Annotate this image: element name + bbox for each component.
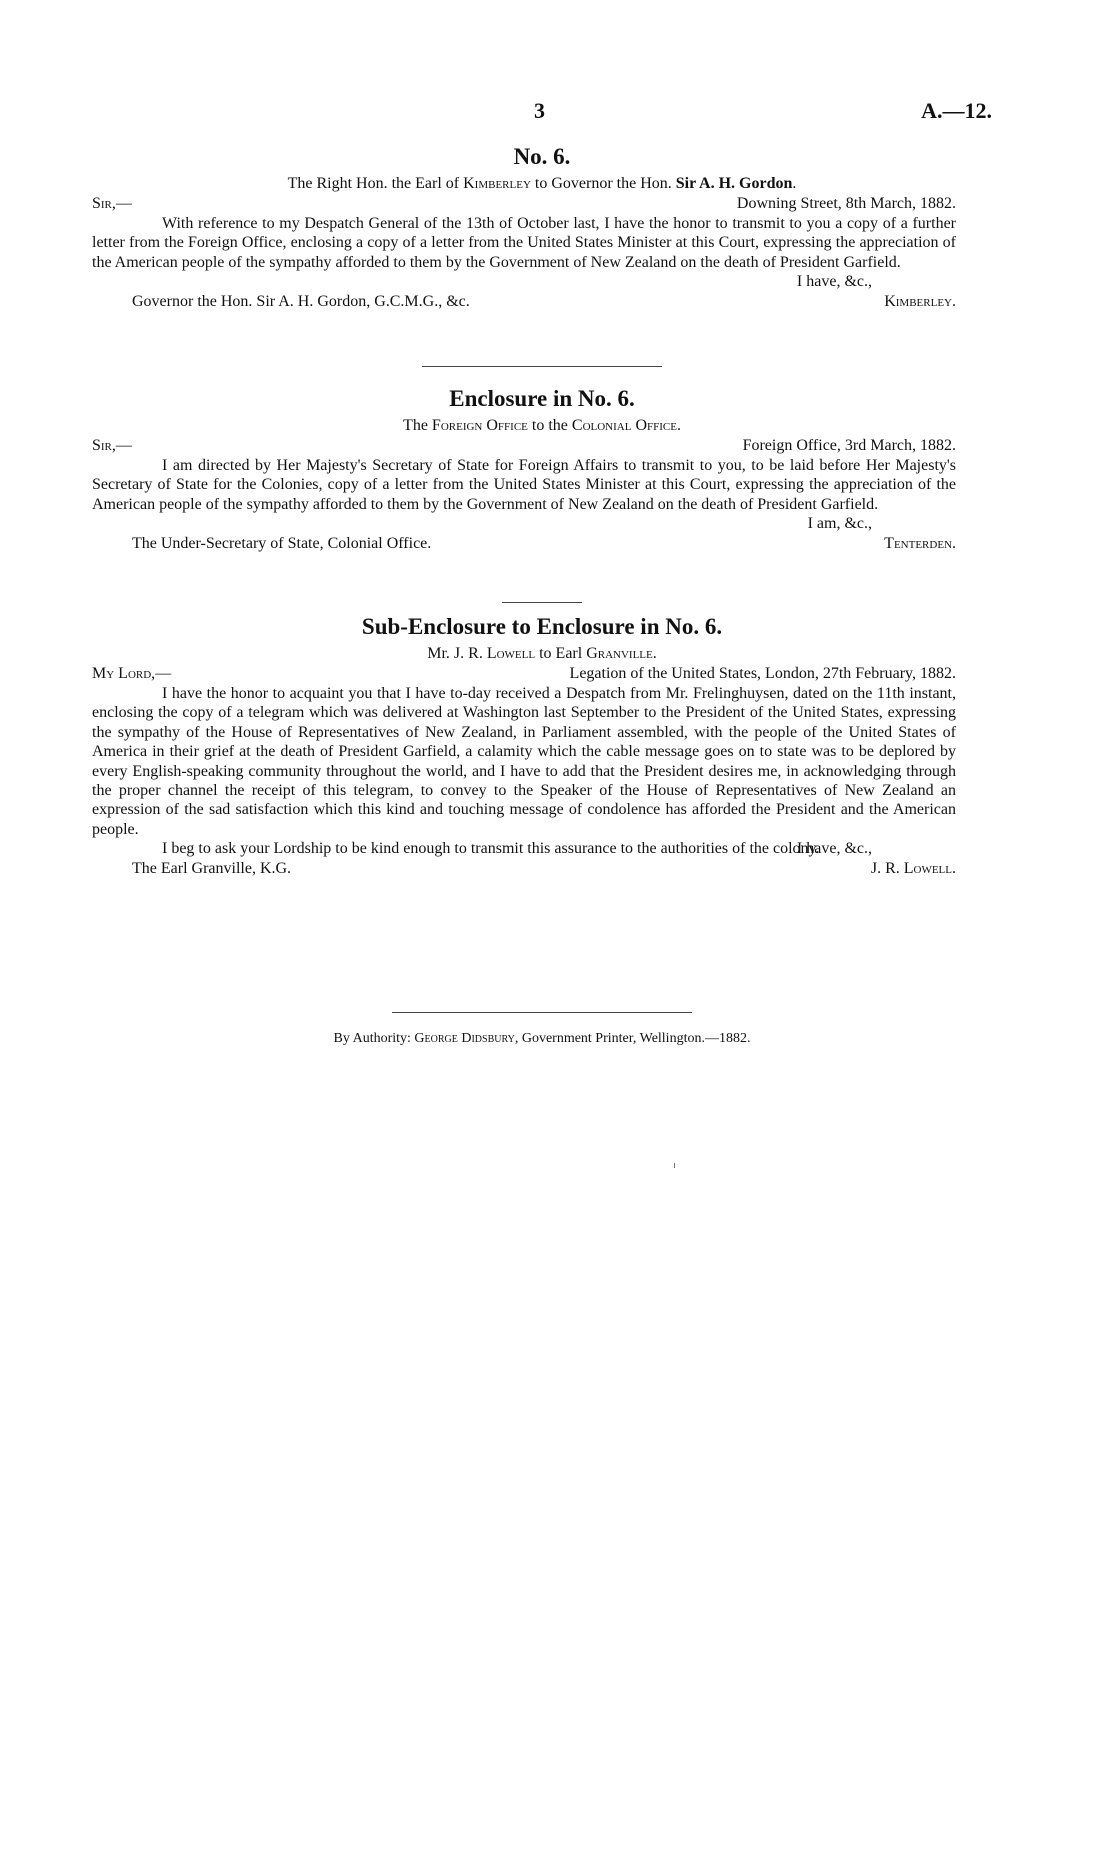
sub-enclosure-subtitle: Mr. J. R. Lowell to Earl Granville. bbox=[427, 645, 657, 662]
despatch-no6-title: No. 6. bbox=[513, 144, 571, 169]
despatch-no6-closing-row bbox=[92, 272, 992, 292]
section-divider bbox=[422, 366, 662, 367]
enclosure-closing: I am, &c., bbox=[807, 515, 872, 533]
sub-enclosure-closing-row bbox=[92, 839, 992, 859]
enclosure-place-date: Foreign Office, 3rd March, 1882. bbox=[742, 437, 956, 454]
despatch-no6-closing: I have, &c., bbox=[796, 273, 872, 291]
despatch-no6-subtitle: The Right Hon. the Earl of Kimberley to Governor the Hon. Sir A. H. Gordon. bbox=[287, 175, 797, 192]
enclosure-addressee: The Under-Secretary of State, Colonial Office. bbox=[132, 535, 432, 553]
sub-enclosure-addressee: The Earl Granville, K.G. bbox=[132, 859, 292, 877]
enclosure bbox=[92, 384, 992, 554]
sub-enclosure-salutation: My Lord,— bbox=[92, 665, 172, 682]
enclosure-title: Enclosure in No. 6. bbox=[449, 386, 635, 411]
enclosure-closing-row bbox=[92, 514, 992, 534]
despatch-no6-signature: Kimberley. bbox=[884, 293, 956, 311]
enclosure-subtitle: The Foreign Office to the Colonial Office. bbox=[403, 417, 681, 434]
document-page bbox=[92, 0, 992, 1856]
enclosure-header-row bbox=[92, 436, 992, 456]
despatch-no6-addressee: Governor the Hon. Sir A. H. Gordon, G.C.M.G., &c. bbox=[132, 293, 470, 311]
imprint-divider bbox=[392, 1012, 692, 1013]
despatch-no6-header-row bbox=[92, 194, 992, 214]
sub-enclosure-body-paragraph-1: I have the honor to acquaint you that I have to-day received a Despatch from Mr. Frelinghuysen, dated on the 11th instant, enclosing the copy of a telegram which was delivered at Washington last September to the President of the United States, expressing the sympathy of the House of Representatives of New Zealand, in Parliament assembled, with the people of the United States of America in their grief at the death of President Garfield, a calamity which the cable message goes on to state was to be deplored by every English-speaking community throughout the world, and I have to add that the President desires me, in acknowledging through the proper channel the receipt of this telegram, to convey to the Speaker of the House of Representatives of New Zealand an expression of the sad satisfaction which this kind and touching message of condolence has afforded the President and the American people. bbox=[92, 685, 956, 838]
sub-enclosure bbox=[92, 612, 992, 879]
enclosure-signature: Tenterden. bbox=[884, 535, 956, 553]
short-divider bbox=[502, 602, 582, 603]
despatch-no6 bbox=[92, 142, 992, 312]
print-speck bbox=[674, 1163, 675, 1168]
enclosure-body: I am directed by Her Majesty's Secretary of State for Foreign Affairs to transmit to you, to be laid before Her Majesty's Secretary of State for the Colonies, copy of a letter from the United States Minister at this Court, expressing the appreciation of the American people of the sympathy afforded to them by the Government of New Zealand on the death of President Garfield. bbox=[92, 457, 956, 513]
despatch-no6-body: With reference to my Despatch General of the 13th of October last, I have the honor to transmit to you a copy of a further letter from the Foreign Office, enclosing a copy of a letter from the United States Minister at this Court, expressing the appreciation of the American people of the sympathy afforded to them by the Government of New Zealand on the death of President Garfield. bbox=[92, 215, 956, 271]
sub-enclosure-signature: J. R. Lowell. bbox=[870, 859, 956, 877]
despatch-no6-place-date: Downing Street, 8th March, 1882. bbox=[736, 195, 956, 212]
sub-enclosure-place-date: Legation of the United States, London, 27th February, 1882. bbox=[569, 665, 956, 682]
printer-imprint: By Authority: George Didsbury, Government Printer, Wellington.—1882. bbox=[333, 1031, 751, 1046]
sub-enclosure-title: Sub-Enclosure to Enclosure in No. 6. bbox=[361, 614, 723, 639]
enclosure-signature-row bbox=[92, 534, 992, 554]
despatch-no6-signature-row bbox=[92, 292, 992, 312]
running-head bbox=[92, 98, 992, 128]
page-number: 3 bbox=[534, 98, 545, 123]
sub-enclosure-closing: I have, &c., bbox=[796, 839, 872, 857]
sub-enclosure-signature-row bbox=[92, 859, 992, 879]
enclosure-salutation: Sir,— bbox=[92, 437, 132, 454]
sub-enclosure-header-row bbox=[92, 664, 992, 684]
despatch-no6-salutation: Sir,— bbox=[92, 195, 132, 212]
sub-enclosure-body-paragraph-2: I beg to ask your Lordship to be kind enough to transmit this assurance to the authorities of the colony. bbox=[162, 840, 820, 858]
paper-reference: A.—12. bbox=[921, 98, 992, 123]
